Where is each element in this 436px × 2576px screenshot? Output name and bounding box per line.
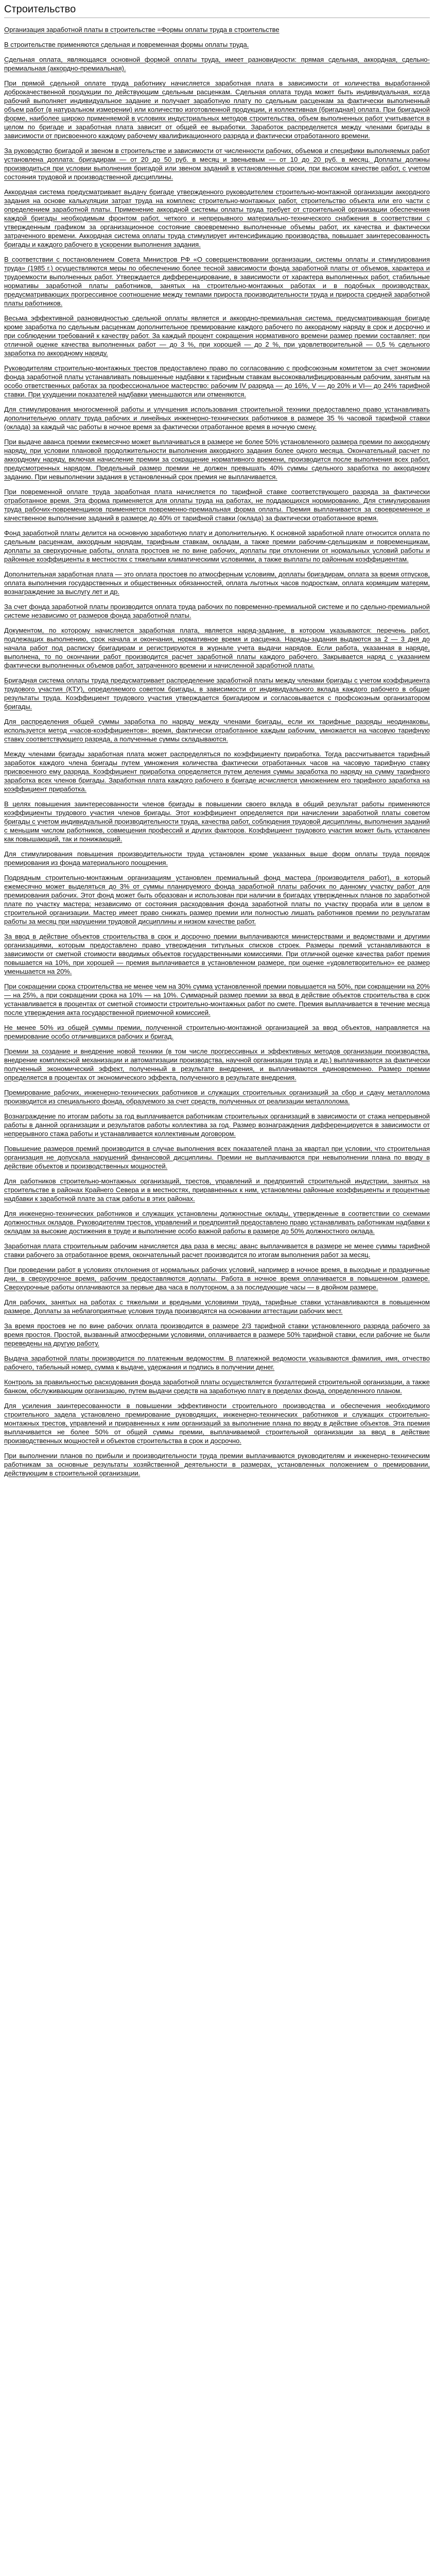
article-paragraph: Дополнительная заработная плата — это оплата простоев по атмосферным условиям, доплаты бригадирам, оплата за время отпусков, оплата выполнения государственных и общественных обязанностей, оплата льготных часов подросткам, оплата кормящим матерям, вознаграждение за выслугу лет и др. [4,570,430,596]
article-paragraph: Вознаграждение по итогам работы за год выплачивается работникам строительных организаций в зависимости от стажа непрерывной работы в данной организации и результатов работы коллектива за год. Размер вознаграждения дифференцируется в зависимости от непрерывного стажа работы и устанавливается коллективным договором. [4,1112,430,1138]
article-paragraph: Для инженерно-технических работников и служащих установлены должностные оклады, утвержденные в соответствии со схемами должностных окладов. Руководителям трестов, управлений и предприятий предоставлено право устанавливать работникам надбавки к окладам за высокие достижения в труде и выполнение особо важной работы в размере до 50% должностного оклада. [4,1210,430,1235]
article-paragraph: Премии за создание и внедрение новой техники (в том числе прогрессивных и эффективных методов организации производства, внедрение комплексной механизации и автоматизации производства, научной организации труда и др.) выплачиваются за фактически полученный экономический эффект, полученный в результате внедрения, и выплачиваются единовременно. Размер премии определяется в процентах от экономического эффекта, полученного в результате внедрения. [4,1047,430,1081]
article-paragraph: За счет фонда заработной платы производится оплата труда рабочих по повременно-премиальной системе и по сдельно-премиальной системе независимо от размеров фонда заработной платы. [4,603,430,619]
article-paragraph: Премирование рабочих, инженерно-технических работников и служащих строительных организаций за сбор и сдачу металлолома производится из специального фонда, образуемого за счет средств, полученных от реализации металлолома. [4,1089,430,1105]
article-paragraph: Выдача заработной платы производится по платежным ведомостям. В платежной ведомости указываются фамилия, имя, отчество рабочего, табельный номер, сумма к выдаче, удержания и подпись в получении денег. [4,1354,430,1371]
article-paragraph: Для стимулирования многосменной работы и улучшения использования строительной техники предоставлено право устанавливать дополнительную оплату труда рабочих и линейных инженерно-технических работников в размере 35 % часовой тарифной ставки (оклада) за каждый час работы в ночное время за фактически отработанное время в ночную смену. [4,405,430,431]
article-paragraph: Фонд заработной платы делится на основную заработную плату и дополнительную. К основной заработной плате относится оплата по сдельным расценкам, аккордным нарядам, тарифным ставкам, окладам, а также премии рабочим-сдельщикам и повременщикам, доплаты за сверхурочные работы, оплата простоев не по вине рабочих, доплаты при отклонении от нормальных условий работы и районные коэффициенты в местностях с тяжелыми климатическими условиями, а также выплаты по районным коэффициентам. [4,529,430,563]
article-paragraph: За время простоев не по вине рабочих оплата производится в размере 2/3 тарифной ставки установленного разряда рабочего за время простоя. Простой, вызванный атмосферными условиями, оплачивается в размере 50% тарифной ставки, если рабочие не были переведены на другую работу. [4,1322,430,1347]
article-paragraph: Для работников строительно-монтажных организаций, трестов, управлений и предприятий строительной индустрии, занятых на строительстве в районах Крайнего Севера и в местностях, приравненных к ним, установлены районные коэффициенты и процентные надбавки к заработной плате за стаж работы в этих районах. [4,1177,430,1202]
article-paragraph: Заработная плата строительным рабочим начисляется два раза в месяц: аванс выплачивается в размере не менее суммы тарифной ставки рабочего за отработанное время, окончательный расчет производится по итогам выполнения работ за месяц. [4,1242,430,1259]
article-paragraph: Аккордная система предусматривает выдачу бригаде утвержденного руководителем строительно-монтажной организации аккордного задания на основе калькуляции затрат труда на комплекс строительно-монтажных работ, строительство объекта или его части с определением заработной платы. Применение аккордной системы оплаты труда требует от строительной организации обеспечения каждой бригады необходимым фронтом работ, четкого и непрерывного материально-технического снабжения в соответствии с утвержденным графиком за организационное состояние своевременно выполненные объемы работ, их качества и фактически затраченного времени. Аккордная система оплаты труда стимулирует интенсификацию производства, повышает заинтересованность бригады и каждого рабочего в ускорении выполнения задания. [4,188,430,248]
article-paragraph: Между членами бригады заработная плата может распределяться по коэффициенту приработка. Тогда рассчитывается тарифный заработок каждого члена бригады путем умножения количества фактически отработанных часов на часовую тарифную ставку присвоенного ему разряда. Коэффициент приработка определяется путем деления суммы заработка по наряду на сумму тарифного заработка всех членов бригады. Заработная плата каждого рабочего в бригаде исчисляется умножением его тарифного заработка на коэффициент приработка. [4,750,430,793]
article-paragraph: При прямой сдельной оплате труда работнику начисляется заработная плата в зависимости от количества выработанной доброкачественной продукции по действующим сдельным расценкам. Сдельная оплата труда может быть индивидуальная, когда рабочий выполняет индивидуальное задание и получает заработную плату по сдельным расценкам за фактически выполненный объем работ (в натуральном измерении) или количество изготовленной продукции, и коллективная (бригадная) оплата. При бригадной форме, наиболее широко применяемой в условиях индустриальных методов строительства, объем выполненных работ учитывается в целом по бригаде и заработная плата зависит от общей ее выработки. Заработок распределяется между членами бригады в зависимости от присвоенного каждому рабочему квалификационного разряда и фактически отработанного времени. [4,79,430,140]
article-paragraph: При проведении работ в условиях отклонения от нормальных рабочих условий, например в ночное время, в выходные и праздничные дни, в сверхурочное время, рабочим предоставляются доплаты. Работа в ночное время оплачивается в повышенном размере. Сверхурочные работы оплачиваются за первые два часа в полуторном, а за последующие часы — в двойном размере. [4,1266,430,1291]
article-paragraph: В целях повышения заинтересованности членов бригады в повышении своего вклада в общий результат работы применяются коэффициенты трудового участия членов бригады. Этот коэффициент определяется при начислении заработной платы советом бригады с учетом индивидуальной производительности труда, качества работ, соблюдения трудовой дисциплины, выполнения заданий с меньшим числом работников, совмещения профессий и других факторов. Коэффициент трудового участия может быть установлен как повышающий, так и понижающий. [4,800,430,843]
article-body [4,25,430,1478]
article-paragraph: Подрядным строительно-монтажным организациям установлен премиальный фонд мастера (производителя работ), в который ежемесячно может выделяться до 3% от суммы планируемого фонда заработной платы рабочих по данному участку работ для премирования рабочих. Этот фонд может быть образован и использован при наличии в бригадах утвержденных планов по заработной плате по участку мастера; независимо от состояния расходования фонда заработной платы по участку прораба или в целом в строительной организации. Мастер имеет право снижать размер премии или полностью лишать работников премии по результатам работы за месяц при нарушении трудовой дисциплины и низком качестве работ. [4,874,430,925]
page-title: Строительство [4,3,430,18]
article-paragraph: В строительстве применяются сдельная и повременная формы оплаты труда. [4,41,249,48]
article-paragraph: Не менее 50% из общей суммы премии, полученной строительно-монтажной организацией за ввод объектов, направляется на премирование особо отличившихся рабочих и бригад. [4,1024,430,1040]
article-paragraph: За руководство бригадой и звеном в строительстве и зависимости от численности рабочих, объемов и специфики выполняемых работ установлена доплата: бригадирам — от 20 до 50 руб. в месяц и звеньевым — от 10 до 20 руб. в месяц. Доплаты должны производиться при условии выполнения бригадой или звеном заданий в установленные сроки, при высоком качестве работ, с учетом состояния трудовой и производственной дисциплины. [4,147,430,181]
article-paragraph: Организация заработной платы в строительстве =Формы оплаты труда в строительстве [4,26,280,33]
article-paragraph: В соответствии с постановлением Совета Министров РФ «О совершенствовании организации, системы оплаты и стимулирования труда» (1985 г.) осуществляются меры по обеспечению более тесной зависимости фонда заработной платы от объемов, характера и трудоемкости выполненных работ. Утверждается дифференцирование, в зависимости от характера выполненных работ, стабильные нормативы заработной платы работников, занятых на строительно-монтажных работах и в подобных производствах, предусматривающих прогрессивное соотношение между темпами прироста производительности труда и прироста средней заработной платы работников. [4,256,430,307]
article-paragraph: Для усиления заинтересованности в повышении эффективности строительного производства и обеспечения необходимого строительного задела установлено премирование руководящих, инженерно-технических работников и служащих строительно-монтажных трестов, управлений и приравненных к ним организаций за выполнение плана по вводу в действие объектов. Эта премия выплачивается не более 50% от общей суммы премии, выплачиваемой строительной организации за ввод в действие производственных мощностей и объектов строительства в срок и досрочно. [4,1402,430,1445]
article-paragraph: Документом, по которому начисляется заработная плата, является наряд-задание, в котором указываются: перечень работ, подлежащих выполнению, срок начала и окончания, нормативное время и расценка. Наряды-задания выдаются за 2 — 3 дня до начала работ под расписку бригадирам и регистрируются в журнале учета выдачи нарядов. Если работа, указанная в наряде, выполнена, то по окончании работ производится расчет заработной платы каждого рабочего. Закрывается наряд с указанием фактически выполненных объемов работ, затраченного времени и начисленной заработной платы. [4,626,430,669]
article-paragraph: При выполнении планов по прибыли и производительности труда премии выплачиваются руководителям и инженерно-техническим работникам за основные результаты хозяйственной деятельности в размерах, установленных положением о премировании, действующим в строительной организации. [4,1452,430,1477]
article-paragraph: При выдаче аванса премии ежемесячно может выплачиваться в размере не более 50% установленного размера премии по аккордному наряду, при условии плановой продолжительности выполнения аккордного задания более одного месяца. Окончательный расчет по аккордному наряду, включая начисление премии за сокращение нормативного времени, производится после выполнения всех работ, предусмотренных нарядом. Предельный размер премии не должен превышать 40% суммы сдельного заработка по аккордному заданию. При невыполнении задания в установленный срок премия не выплачивается. [4,438,430,481]
article-paragraph: При сокращении срока строительства не менее чем на 30% сумма установленной премии повышается на 50%, при сокращении на 20%— на 25%, а при сокращении срока на 10% — на 10%. Суммарный размер премии за ввод в действие объектов строительства в срок устанавливается в процентах от сметной стоимости строительно-монтажных работ по смете. Премия выплачивается в течение месяца после утверждения акта государственной приемочной комиссией. [4,982,430,1016]
article-paragraph: Повышение размеров премий производится в случае выполнения всех показателей плана за квартал при условии, что строительная организация не допускала нарушений финансовой дисциплины. Премии не выплачиваются при невыполнении плана по вводу в действие объектов и производственных мощностей. [4,1145,430,1170]
article-paragraph: Руководителям строительно-монтажных трестов предоставлено право по согласованию с профсоюзным комитетом за счет экономии фонда заработной платы устанавливать повышенные надбавки к тарифным ставкам высококвалифицированным рабочим, занятым на особо ответственных работах за профессиональное мастерство: рабочим IV разряда — до 16%, V — до 20% и VI— до 24% тарифной ставки. При ухудшении показателей надбавки уменьшаются или отменяются. [4,364,430,398]
article-paragraph: Для стимулирования повышения производительности труда установлен кроме указанных выше форм оплаты труда порядок премирования из фонда материального поощрения. [4,850,430,867]
article-paragraph: Бригадная система оплаты труда предусматривает распределение заработной платы между членами бригады с учетом коэффициента трудового участия (КТУ), определяемого советом бригады, в зависимости от индивидуального вклада каждого рабочего в общие результаты труда. Коэффициент трудового участия утверждается бригадиром и согласовывается с профсоюзным организатором бригады. [4,676,430,710]
article-paragraph: Сдельная оплата, являющаяся основной формой оплаты труда, имеет разновидности: прямая сдельная, аккордная, сдельно-премиальная (аккордно-премиальная). [4,56,430,72]
article-paragraph: Весьма эффективной разновидностью сдельной оплаты является и аккордно-премиальная система, предусматривающая бригаде кроме заработка по сдельным расценкам дополнительное премирование каждого рабочего по аккордному наряду в срок и досрочно и при соблюдении требований к качеству работ. За каждый процент сокращения нормативного времени размер премии составляет: при отличной оценке качества выполненных работ — до 3 %, при хорошей — до 2 %, при удовлетворительной — 0,5 % сдельного заработка по аккордному наряду. [4,314,430,357]
article-paragraph: За ввод в действие объектов строительства в срок и досрочно премии выплачиваются министерствами и ведомствами и другими организациями, которым предоставлено право утверждения титульных списков строек. Размеры премий устанавливаются в зависимости от сметной стоимости вводимых объектов государственными комиссиями. При отличной оценке качества работ премия повышается на 10%, при хорошей — премия выплачивается в установленном размере, при оценке «удовлетворительно» ее размер уменьшается на 20%. [4,933,430,975]
article-paragraph: Контроль за правильностью расходования фонда заработной платы осуществляется бухгалтерией строительной организации, а также банком, обслуживающим организацию, путем выдачи средств на заработную плату в пределах фонда, определенного планом. [4,1378,430,1395]
article-paragraph: Для распределения общей суммы заработка по наряду между членами бригады, если их тарифные разряды неодинаковы, используется метод «часов-коэффициентов»: время, фактически отработанное каждым рабочим, умножается на часовую тарифную ставку соответствующего разряда, а полученные суммы складываются. [4,718,430,743]
article-paragraph: При повременной оплате труда заработная плата начисляется по тарифной ставке соответствующего разряда за фактически отработанное время. Эта форма применяется для оплаты труда на работах, не поддающихся нормированию. Для стимулирования труда рабочих-повременщиков применяется повременно-премиальная форма оплаты. Премия выплачивается за своевременное и качественное выполнение заданий в размере до 40% от тарифной ставки (оклада) за фактически отработанное время. [4,488,430,522]
article-paragraph: Для рабочих, занятых на работах с тяжелыми и вредными условиями труда, тарифные ставки устанавливаются в повышенном размере. Доплаты за неблагоприятные условия труда производятся на основании аттестации рабочих мест. [4,1298,430,1315]
